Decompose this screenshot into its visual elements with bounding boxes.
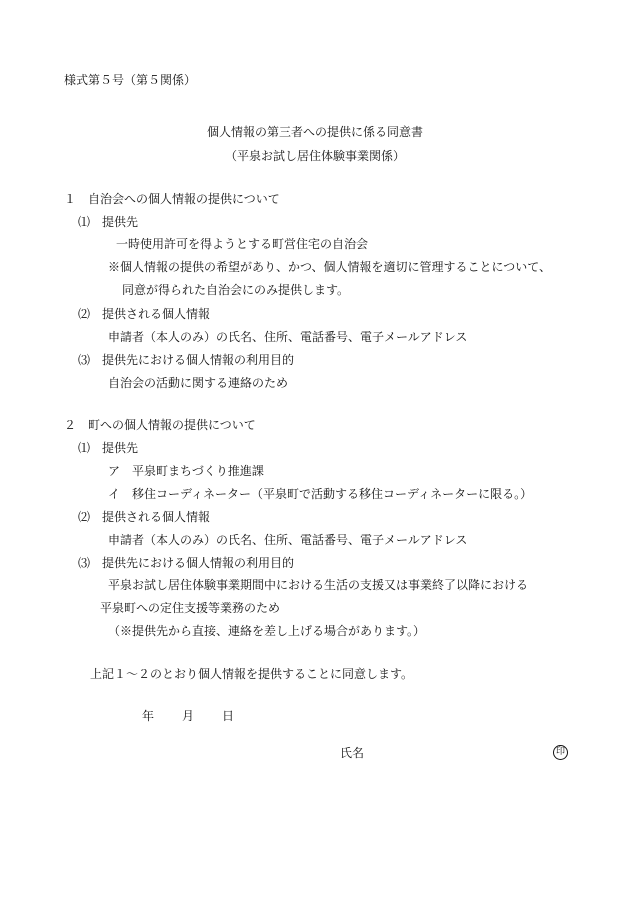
name-label: 氏名 — [340, 746, 365, 760]
section1-item2-text: 申請者（本人のみ）の氏名、住所、電話番号、電子メールアドレス — [108, 330, 468, 344]
form-title: 個人情報の第三者への提供に係る同意書 — [206, 125, 423, 139]
consent-statement: 上記１～２のとおり個人情報を提供することに同意します。 — [90, 667, 414, 681]
section1-item1-text: 一時使用許可を得ようとする町営住宅の自治会 — [116, 237, 369, 251]
section1-item2-label: ⑵ 提供される個人情報 — [78, 307, 211, 321]
section2-item1-b: イ 移住コーディネーター（平泉町で活動する移住コーディネーターに限る。） — [108, 487, 533, 501]
section2-item3-text-line2: 平泉町への定住支援等業務のため — [100, 601, 281, 615]
form-subtitle: （平泉お試し居住体験事業関係） — [224, 149, 405, 163]
date-month: 月 — [182, 709, 195, 723]
form-number: 様式第５号（第５関係） — [64, 73, 197, 87]
seal-mark: 印 — [553, 745, 568, 760]
section1-item3-label: ⑶ 提供先における個人情報の利用目的 — [78, 353, 295, 367]
section2-item1-a: ア 平泉町まちづくり推進課 — [108, 464, 264, 478]
date-day: 日 — [222, 709, 235, 723]
section1-item1-note-line1: ※個人情報の提供の希望があり、かつ、個人情報を適切に管理することについて、 — [108, 260, 552, 274]
date-year: 年 — [142, 709, 155, 723]
section2-item3-note: （※提供先から直接、連絡を差し上げる場合があります。） — [108, 624, 426, 638]
section1-item1-label: ⑴ 提供先 — [78, 215, 139, 229]
section2-item1-label: ⑴ 提供先 — [78, 441, 139, 455]
section1-item3-text: 自治会の活動に関する連絡のため — [108, 376, 289, 390]
section2-heading: ２ 町への個人情報の提供について — [64, 418, 256, 432]
section2-item3-label: ⑶ 提供先における個人情報の利用目的 — [78, 556, 295, 570]
section1-heading: １ 自治会への個人情報の提供について — [64, 192, 280, 206]
section2-item2-text: 申請者（本人のみ）の氏名、住所、電話番号、電子メールアドレス — [108, 533, 468, 547]
section2-item2-label: ⑵ 提供される個人情報 — [78, 510, 211, 524]
section1-item1-note-line2: 同意が得られた自治会にのみ提供します。 — [122, 283, 350, 297]
section2-item3-text-line1: 平泉お試し居住体験事業期間中における生活の支援又は事業終了以降における — [108, 578, 529, 592]
